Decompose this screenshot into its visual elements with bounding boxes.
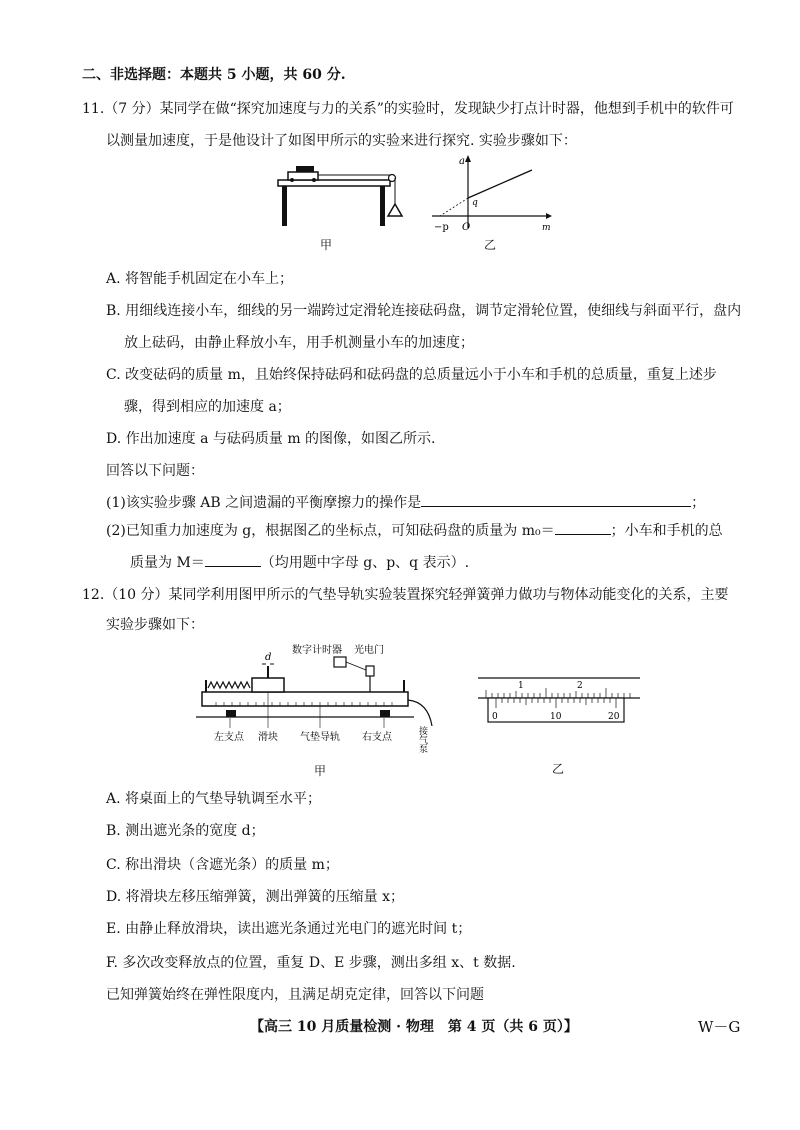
- q11-answer-intro: 回答以下问题：: [106, 463, 204, 479]
- q12-figure-b: [474, 668, 644, 738]
- q11-step-c1: C. 改变砝码的质量 m，且始终保持砝码和砝码盘的总质量远小于小车和手机的总质量，重复上述步: [106, 367, 717, 383]
- graph-line: [468, 170, 532, 198]
- y-axis-label: a: [459, 156, 465, 167]
- paper-code: W－G: [698, 1018, 741, 1036]
- q11-sub2-line2-part1: 质量为 M＝: [130, 555, 205, 571]
- q12-figure-a: [196, 640, 446, 760]
- q11-line2: 以测量加速度，于是他设计了如图甲所示的实验来进行探究. 实验步骤如下：: [106, 133, 577, 149]
- phone: [296, 166, 314, 172]
- q11-step-b1: B. 用细线连接小车，细线的另一端跨过定滑轮连接砝码盘，调节定滑轮位置，使细线与斜面平行，盘内: [106, 303, 742, 319]
- weight-pan: [388, 204, 402, 216]
- q11-sub1: [106, 492, 705, 512]
- y-axis-arrow: [465, 155, 471, 162]
- q11-sub2-part2: ；小车和手机的总: [610, 523, 723, 539]
- extrapolation: [440, 198, 468, 216]
- section-header: 二、非选择题：本题共 5 小题，共 60 分.: [82, 67, 346, 83]
- q11-sub2-part1: (2)已知重力加速度为 g，根据图乙的坐标点，可知砝码盘的质量为 m₀＝: [106, 523, 555, 539]
- slider: [252, 678, 284, 692]
- vernier-10: 10: [550, 712, 562, 722]
- q12-closing: 已知弹簧始终在弹性限度内，且满足胡克定律，回答以下问题: [106, 987, 484, 1003]
- x-axis-label: m: [542, 223, 551, 233]
- q11-m0-blank[interactable]: [555, 520, 611, 535]
- q12-fig-b-caption: 乙: [552, 762, 565, 776]
- q11-sub1-end: ；: [691, 495, 706, 511]
- q12-step-d: D. 将滑块左移压缩弹簧，测出弹簧的压缩量 x；: [106, 889, 404, 905]
- q11-sub2-line2-part2: （均用题中字母 g、p、q 表示）.: [260, 555, 470, 571]
- q-label: q: [472, 198, 478, 208]
- slider-label: 滑块: [258, 732, 278, 743]
- table-leg: [380, 186, 385, 226]
- right-support: [380, 710, 390, 717]
- page-footer: 【高三 10 月质量检测 · 物理 第 4 页（共 6 页）】: [250, 1019, 578, 1035]
- q12-step-a: A. 将桌面上的气垫导轨调至水平；: [106, 791, 322, 807]
- vernier-20: 20: [608, 712, 620, 722]
- q11-step-d: D. 作出加速度 a 与砝码质量 m 的图像，如图乙所示.: [106, 431, 436, 447]
- q11-sub1-blank[interactable]: [421, 492, 691, 507]
- q11-sub2-line2: [130, 552, 469, 572]
- q12-fig-a-caption: 甲: [314, 764, 327, 778]
- q11-figure-a: [268, 158, 418, 228]
- cable: [346, 662, 366, 670]
- vernier-0: 0: [492, 712, 498, 722]
- q12-line2: 实验步骤如下：: [106, 617, 204, 633]
- air-hose: [408, 700, 432, 726]
- q11-figure-b: [428, 150, 558, 235]
- q12-step-c: C. 称出滑块（含遮光条）的质量 m；: [106, 857, 339, 873]
- q12-line1: 12.（10 分）某同学利用图甲所示的气垫导轨实验装置探究轻弹簧弹力做功与物体动能变化的关系，主要: [82, 587, 729, 603]
- q11-step-a: A. 将智能手机固定在小车上；: [106, 271, 294, 287]
- q12-step-f: F. 多次改变释放点的位置，重复 D、E 步骤，测出多组 x、t 数据.: [106, 955, 516, 971]
- cart-wheel: [290, 178, 294, 182]
- pulley: [389, 175, 396, 182]
- q11-step-c2: 骤，得到相应的加速度 a；: [124, 399, 291, 415]
- q12-step-b: B. 测出遮光条的宽度 d；: [106, 823, 265, 839]
- table-top: [278, 180, 390, 186]
- left-support: [226, 710, 236, 717]
- pump-label: 接气泵: [417, 726, 427, 753]
- right-support-label: 右支点: [362, 732, 392, 743]
- timer-label: 数字计时器: [292, 645, 342, 656]
- q11-step-b2: 放上砝码，由静止释放小车，用手机测量小车的加速度；: [124, 335, 474, 351]
- main-scale-ticks: [486, 688, 630, 698]
- main-scale-1: 1: [518, 681, 524, 691]
- d-label: d: [265, 652, 272, 663]
- q11-fig-a-caption: 甲: [320, 238, 333, 252]
- neg-p-label: −p: [434, 222, 449, 233]
- photogate: [366, 666, 374, 676]
- air-track-body: [202, 692, 408, 706]
- main-scale-2: 2: [577, 681, 583, 691]
- q11-M-blank[interactable]: [205, 552, 261, 567]
- q11-line1: 11.（7 分）某同学在做“探究加速度与力的关系”的实验时，发现缺少打点计时器，他想到手机中的软件可: [82, 101, 734, 117]
- photogate-label: 光电门: [354, 645, 384, 656]
- q11-sub2: [106, 520, 723, 540]
- air-track-label: 气垫导轨: [300, 732, 340, 743]
- spring: [208, 682, 250, 688]
- x-axis-arrow: [546, 213, 552, 219]
- digital-timer: [334, 657, 346, 667]
- origin-label: O: [462, 222, 471, 233]
- q11-sub1-text: (1)该实验步骤 AB 之间遗漏的平衡摩擦力的操作是: [106, 495, 422, 511]
- q12-step-e: E. 由静止释放滑块，读出遮光条通过光电门的遮光时间 t；: [106, 921, 472, 937]
- left-support-label: 左支点: [214, 732, 244, 743]
- q11-fig-b-caption: 乙: [484, 238, 497, 252]
- table-leg: [282, 186, 287, 226]
- cart-wheel: [312, 178, 316, 182]
